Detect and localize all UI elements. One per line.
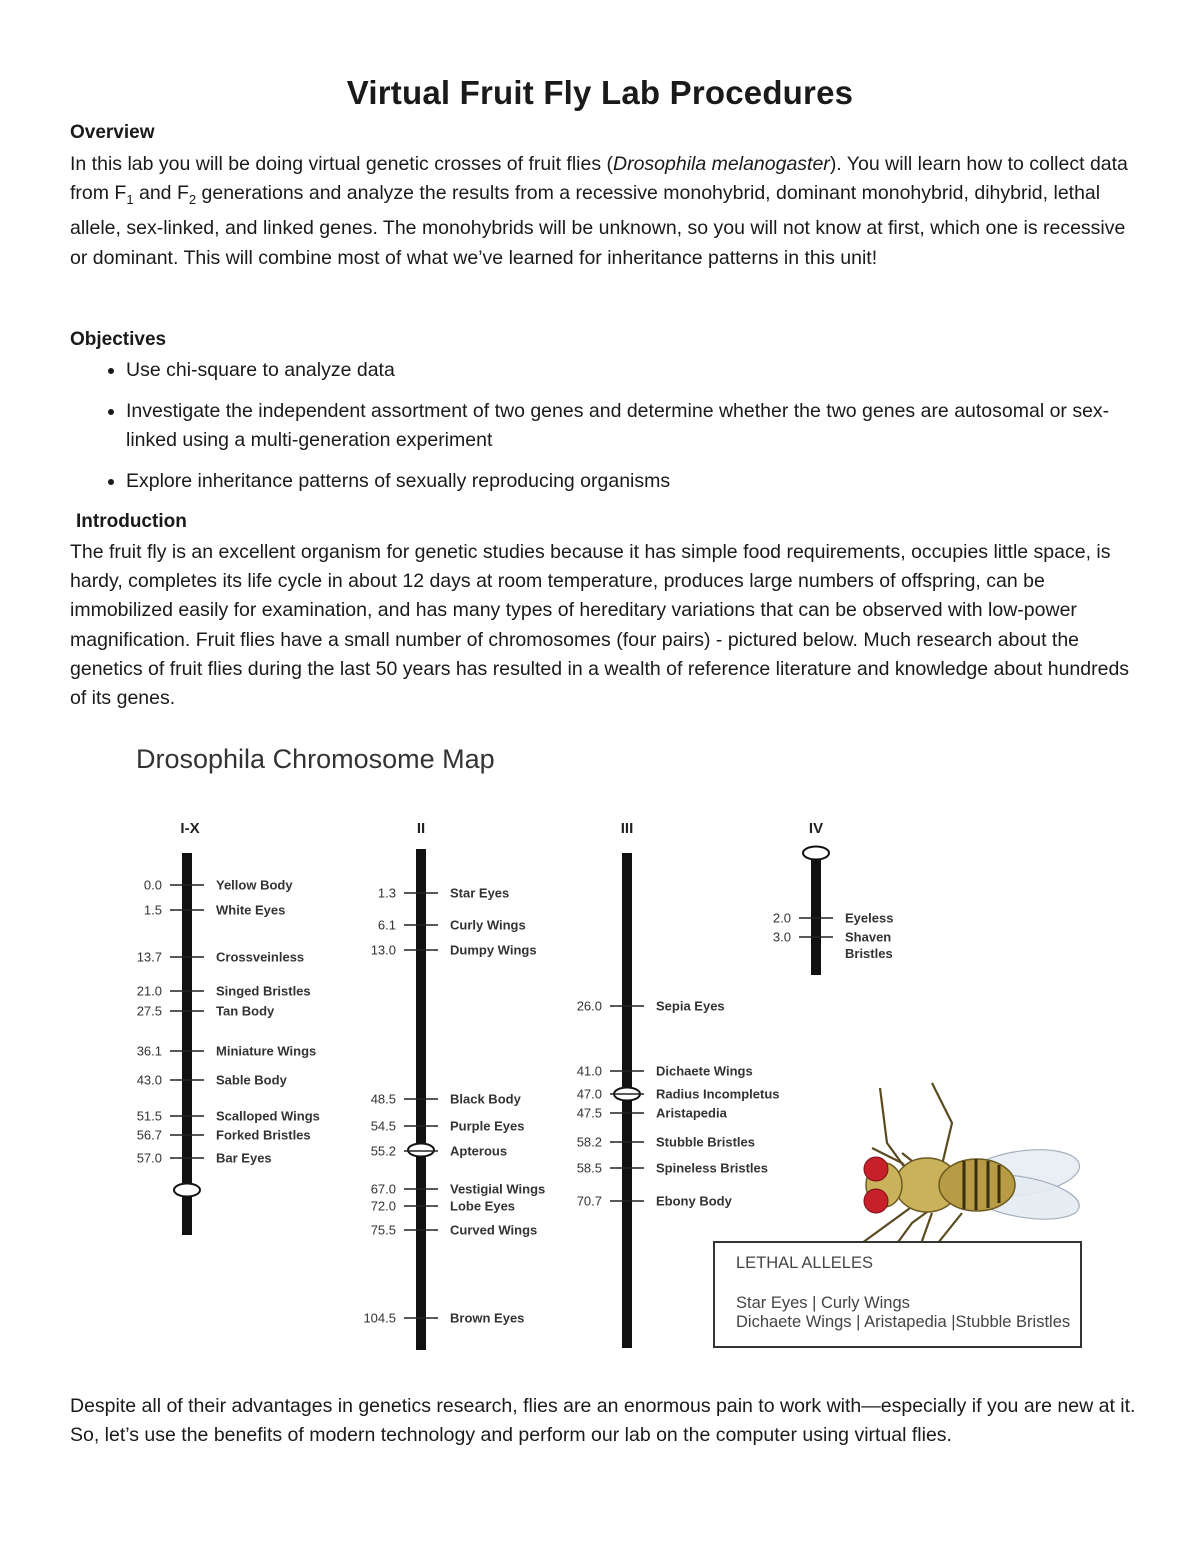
objective-item: • Investigate the independent assortment of two genes and determine whether the two genes are autosomal or sex-linked using a multi-generation experiment xyxy=(126,397,1126,455)
gene-label: Bar Eyes xyxy=(216,1150,272,1166)
gene-label: Yellow Body xyxy=(216,877,293,893)
gene-position: 27.5 xyxy=(136,1003,162,1019)
gene-label: Vestigial Wings xyxy=(450,1181,546,1197)
gene-position: 1.5 xyxy=(143,902,162,918)
gene-label: Bristles xyxy=(845,946,893,961)
objectives-list xyxy=(106,356,1126,507)
gene-position: 51.5 xyxy=(136,1108,162,1124)
gene-label: Lobe Eyes xyxy=(450,1198,516,1214)
overview-paragraph xyxy=(70,150,1140,273)
gene-position: 75.5 xyxy=(370,1222,396,1238)
closing-paragraph: Despite all of their advantages in genetics research, flies are an enormous pain to work with—especially if you are new at it. So, let’s use the benefits of modern technology and perform our lab on the computer using virtual flies. xyxy=(70,1395,1136,1447)
chromosome-name: III xyxy=(620,820,634,837)
gene-position: 57.0 xyxy=(136,1150,162,1166)
objective-item: • Use chi-square to analyze data xyxy=(126,356,1126,385)
gene-label: Aristapedia xyxy=(656,1105,727,1121)
gene-position: 47.5 xyxy=(576,1105,602,1121)
gene-label: Apterous xyxy=(450,1143,508,1159)
gene-position: 54.5 xyxy=(370,1118,396,1134)
gene-position: 26.0 xyxy=(576,998,602,1014)
objectives-heading: Objectives xyxy=(70,329,167,350)
gene-label: Star Eyes xyxy=(450,885,510,901)
gene-label: Crossveinless xyxy=(216,949,305,965)
gene-position: 41.0 xyxy=(576,1063,602,1079)
chromosome-map-figure xyxy=(0,730,1200,1380)
gene-position: 55.2 xyxy=(370,1143,396,1159)
subscript-two: 2 xyxy=(188,192,197,208)
subscript-one: 1 xyxy=(126,192,134,208)
overview-text-2: ). You will learn how to collect data from F xyxy=(70,153,1128,205)
page-title: Virtual Fruit Fly Lab Procedures xyxy=(346,74,854,111)
chromosome-name: II xyxy=(416,820,426,837)
gene-label: Purple Eyes xyxy=(450,1118,525,1134)
gene-label: Miniature Wings xyxy=(216,1043,317,1059)
gene-position: 36.1 xyxy=(136,1043,162,1059)
species-name: Drosophila melanogaster xyxy=(613,153,830,175)
overview-text-1: In this lab you will be doing virtual genetic crosses of fruit flies ( xyxy=(70,153,614,175)
gene-label: Stubble Bristles xyxy=(656,1134,755,1150)
gene-label: Scalloped Wings xyxy=(216,1108,320,1124)
gene-label: Curved Wings xyxy=(450,1222,538,1238)
lethal-alleles-box xyxy=(713,1241,1082,1348)
introduction-heading: Introduction xyxy=(76,511,187,532)
centromere xyxy=(174,1184,200,1197)
gene-position: 70.7 xyxy=(576,1193,602,1209)
gene-label: Sepia Eyes xyxy=(656,998,725,1014)
gene-position: 47.0 xyxy=(576,1086,602,1102)
gene-label: White Eyes xyxy=(216,902,286,918)
gene-label: Forked Bristles xyxy=(216,1127,311,1143)
gene-position: 21.0 xyxy=(136,983,162,999)
gene-label: Radius Incompletus xyxy=(656,1086,780,1102)
overview-text-4: generations and analyze the results from a recessive monohybrid, dominant monohybrid, dihybrid, lethal allele, sex-linked, and linked genes. The monohybrids will be unknown, so you will not know at first, which one is recessive or dominant. This will combine most of what we’ve learned for inheritance patterns in this unit! xyxy=(70,182,1126,269)
centromere xyxy=(803,847,829,860)
centromere xyxy=(408,1144,434,1157)
gene-label: Dumpy Wings xyxy=(450,942,537,958)
gene-label: Ebony Body xyxy=(656,1193,732,1209)
gene-position: 1.3 xyxy=(377,885,396,901)
introduction-paragraph: The fruit fly is an excellent organism for genetic studies because it has simple food requirements, occupies little space, is hardy, completes its life cycle in about 12 days at room temperature, produces large numbers of offspring, can be immobilized easily for examination, and has many types of hereditary variations that can be observed with low-power magnification. Fruit flies have a small number of chromosomes (four pairs) - pictured below. Much research about the genetics of fruit flies during the last 50 years has resulted in a wealth of reference literature and knowledge about hundreds of its genes. xyxy=(70,541,1130,710)
chromosome-name: I-X xyxy=(180,820,200,837)
objective-item: • Explore inheritance patterns of sexually reproducing organisms xyxy=(126,467,1126,496)
gene-position: 0.0 xyxy=(143,877,162,893)
map-title: Drosophila Chromosome Map xyxy=(136,744,495,774)
lethal-alleles-line-1: Star Eyes | Curly Wings xyxy=(736,1294,910,1312)
gene-position: 48.5 xyxy=(370,1091,396,1107)
lethal-alleles-line-2: Dichaete Wings | Aristapedia |Stubble Bristles xyxy=(736,1313,1071,1331)
gene-position: 2.0 xyxy=(772,910,791,926)
gene-position: 13.0 xyxy=(370,942,396,958)
gene-position: 58.2 xyxy=(576,1134,602,1150)
gene-label: Eyeless xyxy=(845,910,894,926)
chromosome-bar xyxy=(811,853,821,975)
gene-position: 3.0 xyxy=(772,929,791,945)
gene-position: 6.1 xyxy=(377,917,396,933)
gene-label: Dichaete Wings xyxy=(656,1063,753,1079)
gene-position: 43.0 xyxy=(136,1072,162,1088)
gene-label: Tan Body xyxy=(216,1003,275,1019)
lethal-alleles-heading: LETHAL ALLELES xyxy=(736,1254,873,1272)
gene-position: 13.7 xyxy=(136,949,162,965)
gene-position: 67.0 xyxy=(370,1181,396,1197)
gene-position: 72.0 xyxy=(370,1198,396,1214)
overview-heading: Overview xyxy=(70,122,155,143)
gene-position: 58.5 xyxy=(576,1160,602,1176)
gene-label: Spineless Bristles xyxy=(656,1160,768,1176)
gene-label: Black Body xyxy=(450,1091,521,1107)
gene-label: Sable Body xyxy=(216,1072,287,1088)
gene-position: 104.5 xyxy=(363,1310,396,1326)
gene-label: Curly Wings xyxy=(450,917,526,933)
gene-label: Singed Bristles xyxy=(216,983,311,999)
gene-label: Shaven xyxy=(845,929,892,945)
gene-position: 56.7 xyxy=(136,1127,162,1143)
overview-text-3: and F xyxy=(133,182,189,205)
gene-label: Brown Eyes xyxy=(450,1310,525,1326)
chromosome-name: IV xyxy=(808,820,824,837)
